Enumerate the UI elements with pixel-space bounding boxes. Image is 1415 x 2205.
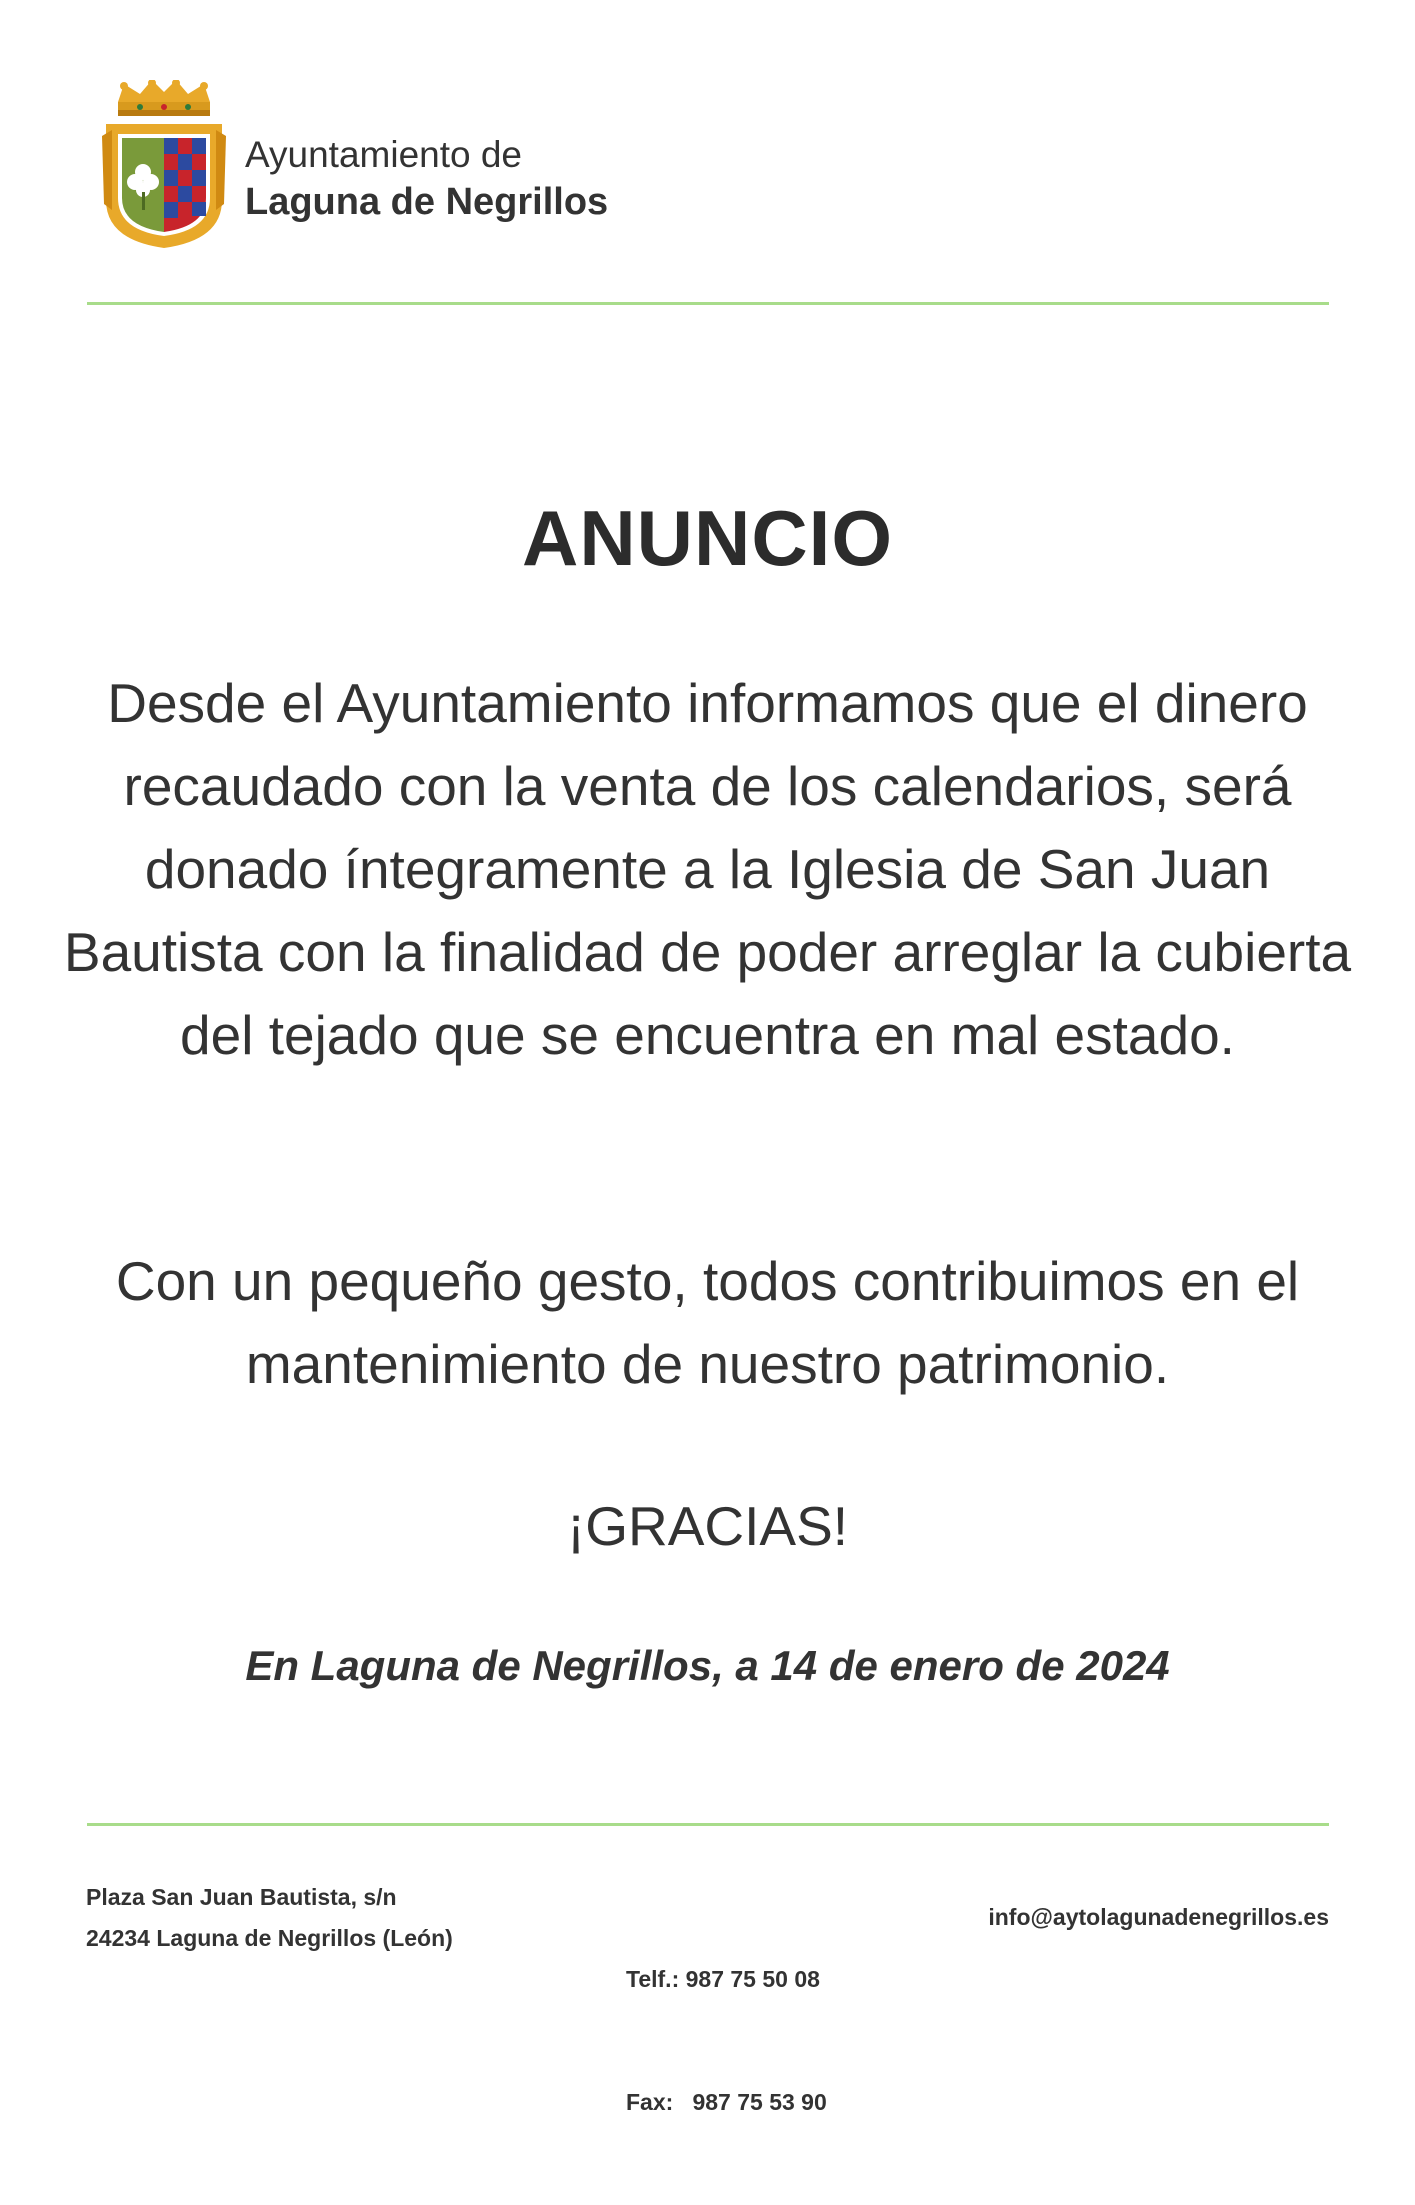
org-line-2: Laguna de Negrillos [245, 181, 609, 223]
footer-divider [87, 1823, 1329, 1826]
header-divider [87, 302, 1329, 305]
notice-paragraph-1: Desde el Ayuntamiento informamos que el dinero recaudado con la venta de los calendarios, será donado íntegramente a la Iglesia de San Juan Bautista con la finalidad de poder arreglar la cubierta del tejado que se encuentra en mal estado. [63, 672, 1352, 1066]
org-line-1: Ayuntamiento de [245, 134, 523, 175]
email-address: info@aytolagunadenegrillos.es [988, 1904, 1329, 1930]
footer-address [86, 1877, 453, 1959]
address-line-1: Plaza San Juan Bautista, s/n [86, 1884, 397, 1910]
fax-number: Fax: 987 75 53 90 [626, 2089, 827, 2115]
header [100, 80, 800, 250]
coat-of-arms-logo [100, 80, 228, 250]
address-line-2: 24234 Laguna de Negrillos (León) [86, 1925, 453, 1951]
organization-name [245, 132, 608, 226]
notice-title: ANUNCIO [522, 494, 893, 582]
notice-paragraph-2: Con un pequeño gesto, todos contribuimos en el mantenimiento de nuestro patrimonio. [115, 1250, 1300, 1395]
dateline: En Laguna de Negrillos, a 14 de enero de 2024 [245, 1642, 1170, 1689]
thanks-text: ¡GRACIAS! [566, 1495, 849, 1557]
phone-number: Telf.: 987 75 50 08 [626, 1966, 820, 1992]
footer [0, 1877, 1415, 2115]
crown-icon [118, 80, 210, 116]
footer-contact-numbers [626, 1877, 827, 2205]
